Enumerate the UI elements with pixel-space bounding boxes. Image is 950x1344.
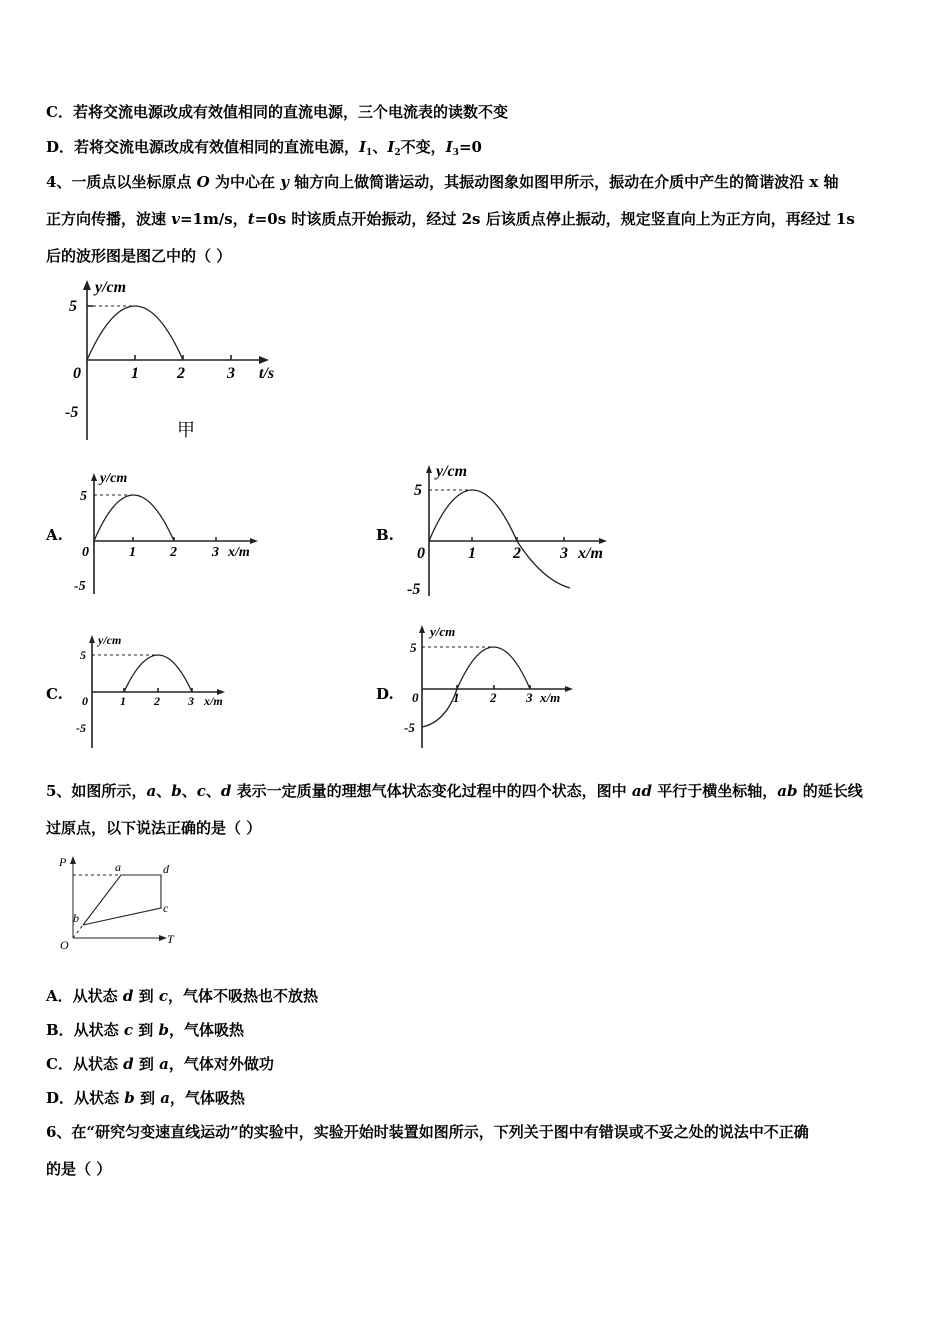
q6-stem-line2: 的是（ ） (46, 1160, 112, 1178)
b-tick-label-2: 2 (513, 545, 521, 562)
q4-option-b-graph (402, 460, 622, 600)
q5-option-a (46, 986, 906, 1006)
q5-opt-from: c (123, 1021, 134, 1039)
q3-option-d (46, 137, 906, 163)
d-curve (422, 647, 530, 727)
pt-label-b: b (73, 911, 79, 925)
q5-stem-line1 (46, 781, 906, 801)
q5-opt-suffix: ，气体吸热 (169, 1021, 245, 1039)
q5-var: b (171, 782, 182, 800)
b-tick-label-3: 3 (560, 545, 568, 562)
q4-option-a-graph (70, 468, 270, 598)
q5-opt-mid: 到 (133, 987, 159, 1005)
q5-var: ad (631, 782, 653, 800)
q5-opt-to: a (159, 1055, 169, 1073)
q5-var: ab (777, 782, 798, 800)
q4-stem-line1 (46, 172, 906, 192)
pt-label-t: T (167, 932, 174, 946)
q3-option-d-mid: 不变， (400, 138, 446, 156)
jia-y-arrow (83, 280, 91, 290)
q5-opt-prefix: D．从状态 (46, 1089, 125, 1107)
a-y5: 5 (80, 489, 87, 504)
q5-text: 的延长线 (797, 782, 863, 800)
pt-origin-extension (73, 925, 83, 938)
a-tick-label-2: 2 (170, 545, 177, 560)
q5-opt-from: d (123, 1055, 134, 1073)
q4-text: =0s 时该质点开始振动，经过 2s 后该质点停止振动，规定竖直向上为正方向，再经过 1s (254, 210, 855, 228)
pt-label-o: O (60, 938, 69, 952)
q5-opt-prefix: C．从状态 (46, 1055, 124, 1073)
d-tick-label-3: 3 (526, 690, 533, 705)
q3-option-d-i2: I (387, 138, 395, 156)
q5-opt-suffix: ，气体不吸热也不放热 (167, 987, 318, 1005)
c-y-arrow (89, 635, 95, 643)
b-yneg5: -5 (407, 581, 421, 598)
a-yneg5: -5 (74, 579, 86, 594)
q5-text: 5、如图所示， (46, 782, 147, 800)
q5-text: 、 (181, 782, 197, 800)
q5-text: 、 (156, 782, 172, 800)
q4-stem-line3: 后的波形图是图乙中的（ ） (46, 247, 232, 265)
q5-option-c (46, 1054, 906, 1074)
b-y5: 5 (414, 482, 422, 499)
q3-option-d-end: =0 (458, 138, 482, 156)
q5-option-d (46, 1088, 906, 1108)
pt-label-d: d (163, 862, 169, 876)
q3-option-d-sep: 、 (372, 138, 388, 156)
c-tick-label-3: 3 (188, 694, 194, 708)
q4-var-t: t (247, 210, 255, 228)
q5-stem-line2: 过原点，以下说法正确的是（ ） (46, 819, 262, 837)
c-xlabel: x/m (204, 694, 223, 708)
d-y5: 5 (410, 640, 417, 655)
q5-opt-suffix: ，气体对外做功 (168, 1055, 274, 1073)
q5-text: 表示一定质量的理想气体状态变化过程中的四个状态，图中 (231, 782, 632, 800)
q4-option-d-label: D. (376, 685, 394, 703)
a-ylabel: y/cm (100, 471, 128, 486)
c-tick-label-1: 1 (120, 694, 126, 708)
a-tick-label-1: 1 (129, 545, 136, 560)
a-y-arrow (91, 473, 97, 481)
pt-label-a: a (115, 860, 121, 874)
c-origin: 0 (82, 694, 88, 708)
q3-option-c: C．若将交流电源改成有效值相同的直流电源，三个电流表的读数不变 (46, 103, 508, 121)
b-tick-label-1: 1 (468, 545, 476, 562)
d-y-arrow (419, 625, 425, 633)
q5-text: 、 (205, 782, 221, 800)
a-curve (94, 495, 174, 541)
jia-yneg5: -5 (65, 404, 79, 421)
q5-opt-prefix: B．从状态 (46, 1021, 124, 1039)
q6-stem-line1: 6、在“研究匀变速直线运动”的实验中，实验开始时装置如图所示，下列关于图中有错误或不妥之处的说法中不正确 (46, 1123, 809, 1141)
jia-origin: 0 (73, 365, 81, 382)
q4-var-y: y (280, 173, 289, 191)
q5-opt-from: d (122, 987, 134, 1005)
q5-opt-to: a (160, 1089, 170, 1107)
a-xlabel: x/m (228, 545, 250, 560)
q5-var: a (146, 782, 157, 800)
q5-opt-to: b (158, 1021, 169, 1039)
q3-option-d-sub2: 2 (394, 148, 401, 158)
jia-curve (87, 306, 183, 360)
c-ylabel: y/cm (98, 633, 122, 647)
q3-option-d-sub3: 3 (452, 148, 459, 158)
q5-opt-suffix: ，气体吸热 (169, 1089, 245, 1107)
q4-option-d-graph (402, 622, 592, 752)
c-y5: 5 (80, 648, 86, 662)
a-origin: 0 (82, 545, 89, 560)
q4-option-c-label: C. (46, 685, 63, 703)
q4-text: 为中心在 (209, 173, 281, 191)
c-tick-label-2: 2 (154, 694, 160, 708)
q5-option-b (46, 1020, 906, 1040)
d-x-arrow (565, 686, 573, 692)
jia-y5: 5 (69, 298, 77, 315)
q4-stem-line2 (46, 209, 906, 229)
b-ylabel: y/cm (436, 463, 468, 480)
q3-option-d-i3: I (445, 138, 453, 156)
q4-text: 正方向传播，波速 (46, 210, 172, 228)
pt-p-arrow (70, 856, 76, 864)
pt-t-arrow (159, 935, 167, 941)
jia-xlabel: t/s (259, 365, 275, 382)
jia-ylabel: y/cm (95, 279, 127, 296)
q4-text: =1m/s， (179, 210, 248, 228)
q5-var: c (196, 782, 206, 800)
q5-text: 平行于横坐标轴， (652, 782, 778, 800)
q4-var-v: v (171, 210, 180, 228)
q4-var-o: O (196, 173, 210, 191)
b-x-arrow (599, 538, 607, 544)
q5-opt-to: c (158, 987, 168, 1005)
b-origin: 0 (417, 545, 425, 562)
d-xlabel: x/m (540, 690, 561, 705)
q5-opt-mid: 到 (133, 1055, 160, 1073)
jia-tick-label-2: 2 (177, 365, 185, 382)
q5-opt-prefix: A．从状态 (46, 987, 123, 1005)
jia-tick-label-1: 1 (131, 365, 139, 382)
q5-opt-mid: 到 (133, 1021, 159, 1039)
q4-option-b-label: B. (376, 526, 394, 544)
d-ylabel: y/cm (430, 624, 456, 639)
a-tick-label-3: 3 (212, 545, 219, 560)
jia-tick-label-3: 3 (227, 365, 235, 382)
q5-var: d (220, 782, 232, 800)
jia-caption: 甲 (177, 420, 195, 440)
q4-figure-jia (55, 278, 295, 448)
pt-cycle (83, 875, 161, 925)
c-yneg5: -5 (76, 721, 86, 735)
b-xlabel: x/m (578, 545, 603, 562)
pt-label-p: P (59, 855, 67, 869)
q5-opt-mid: 到 (134, 1089, 161, 1107)
q4-option-c-graph (72, 632, 242, 752)
d-origin: 0 (412, 690, 419, 705)
d-yneg5: -5 (404, 720, 415, 735)
q3-option-d-prefix: D．若将交流电源改成有效值相同的直流电源， (46, 138, 360, 156)
q4-option-a-label: A. (46, 526, 63, 544)
jia-x-arrow (259, 356, 269, 364)
q3-option-d-i1: I (359, 138, 367, 156)
q4-text: 4、一质点以坐标原点 (46, 173, 197, 191)
b-curve (429, 490, 570, 588)
a-x-arrow (250, 538, 258, 544)
pt-label-c: c (163, 901, 169, 915)
c-curve (124, 655, 192, 692)
q5-pt-diagram (55, 852, 185, 952)
d-tick-label-2: 2 (490, 690, 497, 705)
b-y-arrow (426, 465, 432, 473)
q3-option-d-sub1: 1 (366, 148, 373, 158)
q5-opt-from: b (124, 1089, 135, 1107)
q4-text: 轴方向上做简谐运动，其振动图象如图甲所示，振动在介质中产生的简谐波沿 x 轴 (288, 173, 839, 191)
d-tick-label-1: 1 (453, 690, 460, 705)
